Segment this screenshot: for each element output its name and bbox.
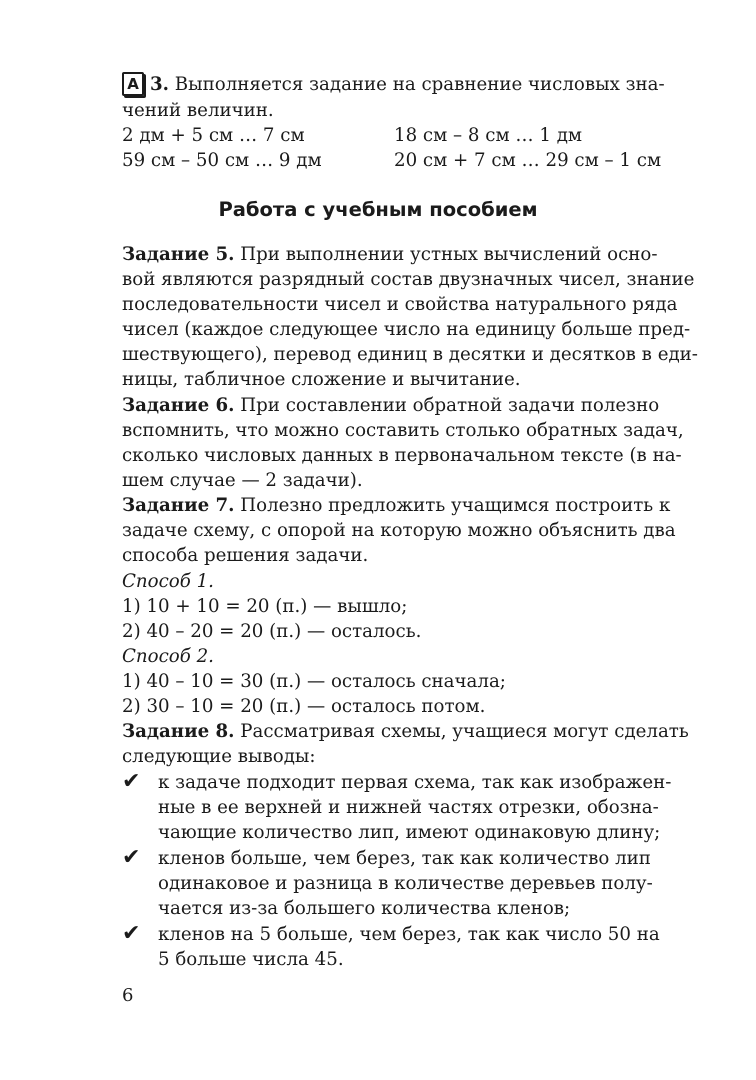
task6-line: сколько числовых данных в первоначальном тексте (в на- (122, 445, 682, 466)
task-level-badge: А (122, 72, 144, 96)
bullet-line: чающие количество лип, имеют одинаковую длину; (158, 822, 661, 843)
task6-label: Задание 6. (122, 395, 235, 416)
bullet-line: одинаковое и разница в количестве деревьев полу- (158, 873, 653, 894)
bullet-line: ные в ее верхней и нижней частях отрезки, обозна- (158, 797, 659, 818)
solution-step: 1) 10 + 10 = 20 (п.) — вышло; (122, 596, 408, 617)
task5-line: Задание 5. При выполнении устных вычислений осно- (122, 244, 658, 265)
task3-line-1 (122, 72, 665, 97)
comparison-expression: 2 дм + 5 см … 7 см (122, 125, 305, 146)
comparison-expression: 20 см + 7 см … 29 см – 1 см (394, 150, 662, 171)
method-1-title: Способ 1. (122, 571, 214, 592)
comparison-expression: 18 см – 8 см … 1 дм (394, 125, 583, 146)
page-number: 6 (122, 985, 134, 1006)
task8-line: следующие выводы: (122, 746, 316, 767)
bullet-line: 5 больше числа 45. (158, 949, 344, 970)
task5-line: чисел (каждое следующее число на единицу больше пред- (122, 319, 691, 340)
task5-line: последовательности чисел и свойства натурального ряда (122, 294, 678, 315)
comparison-expression: 59 см – 50 см … 9 дм (122, 150, 322, 171)
task3-text: Выполняется задание на сравнение числовых зна- (169, 74, 665, 95)
task8-label: Задание 8. (122, 721, 235, 742)
task6-line: Задание 6. При составлении обратной задачи полезно (122, 395, 660, 416)
task3-line-2: чений величин. (122, 100, 274, 121)
task7-label: Задание 7. (122, 495, 235, 516)
task6-line: вспомнить, что можно составить столько обратных задач, (122, 420, 684, 441)
task7-line: способа решения задачи. (122, 545, 369, 566)
solution-step: 2) 30 – 10 = 20 (п.) — осталось потом. (122, 696, 486, 717)
checkmark-icon: ✔ (122, 845, 141, 870)
solution-step: 1) 40 – 10 = 30 (п.) — осталось сначала; (122, 671, 506, 692)
method-2-title: Способ 2. (122, 646, 214, 667)
task5-line: ницы, табличное сложение и вычитание. (122, 369, 521, 390)
bullet-line: кленов больше, чем берез, так как количество лип (158, 848, 651, 869)
task7-line: задаче схему, с опорой на которую можно объяснить два (122, 520, 676, 541)
bullet-line: кленов на 5 больше, чем берез, так как число 50 на (158, 924, 660, 945)
checkmark-icon: ✔ (122, 921, 141, 946)
checkmark-icon: ✔ (122, 769, 141, 794)
task5-line: вой являются разрядный состав двузначных чисел, знание (122, 269, 695, 290)
task3-number: 3. (150, 74, 169, 95)
task7-line: Задание 7. Полезно предложить учащимся построить к (122, 495, 671, 516)
bullet-line: к задаче подходит первая схема, так как изображен- (158, 772, 672, 793)
task6-line: шем случае — 2 задачи). (122, 470, 363, 491)
task5-line: шествующего), перевод единиц в десятки и десятков в еди- (122, 344, 698, 365)
section-heading: Работа с учебным пособием (218, 198, 538, 221)
task5-label: Задание 5. (122, 244, 235, 265)
solution-step: 2) 40 – 20 = 20 (п.) — осталось. (122, 621, 422, 642)
task8-line: Задание 8. Рассматривая схемы, учащиеся могут сделать (122, 721, 689, 742)
bullet-line: чается из-за большего количества кленов; (158, 898, 571, 919)
